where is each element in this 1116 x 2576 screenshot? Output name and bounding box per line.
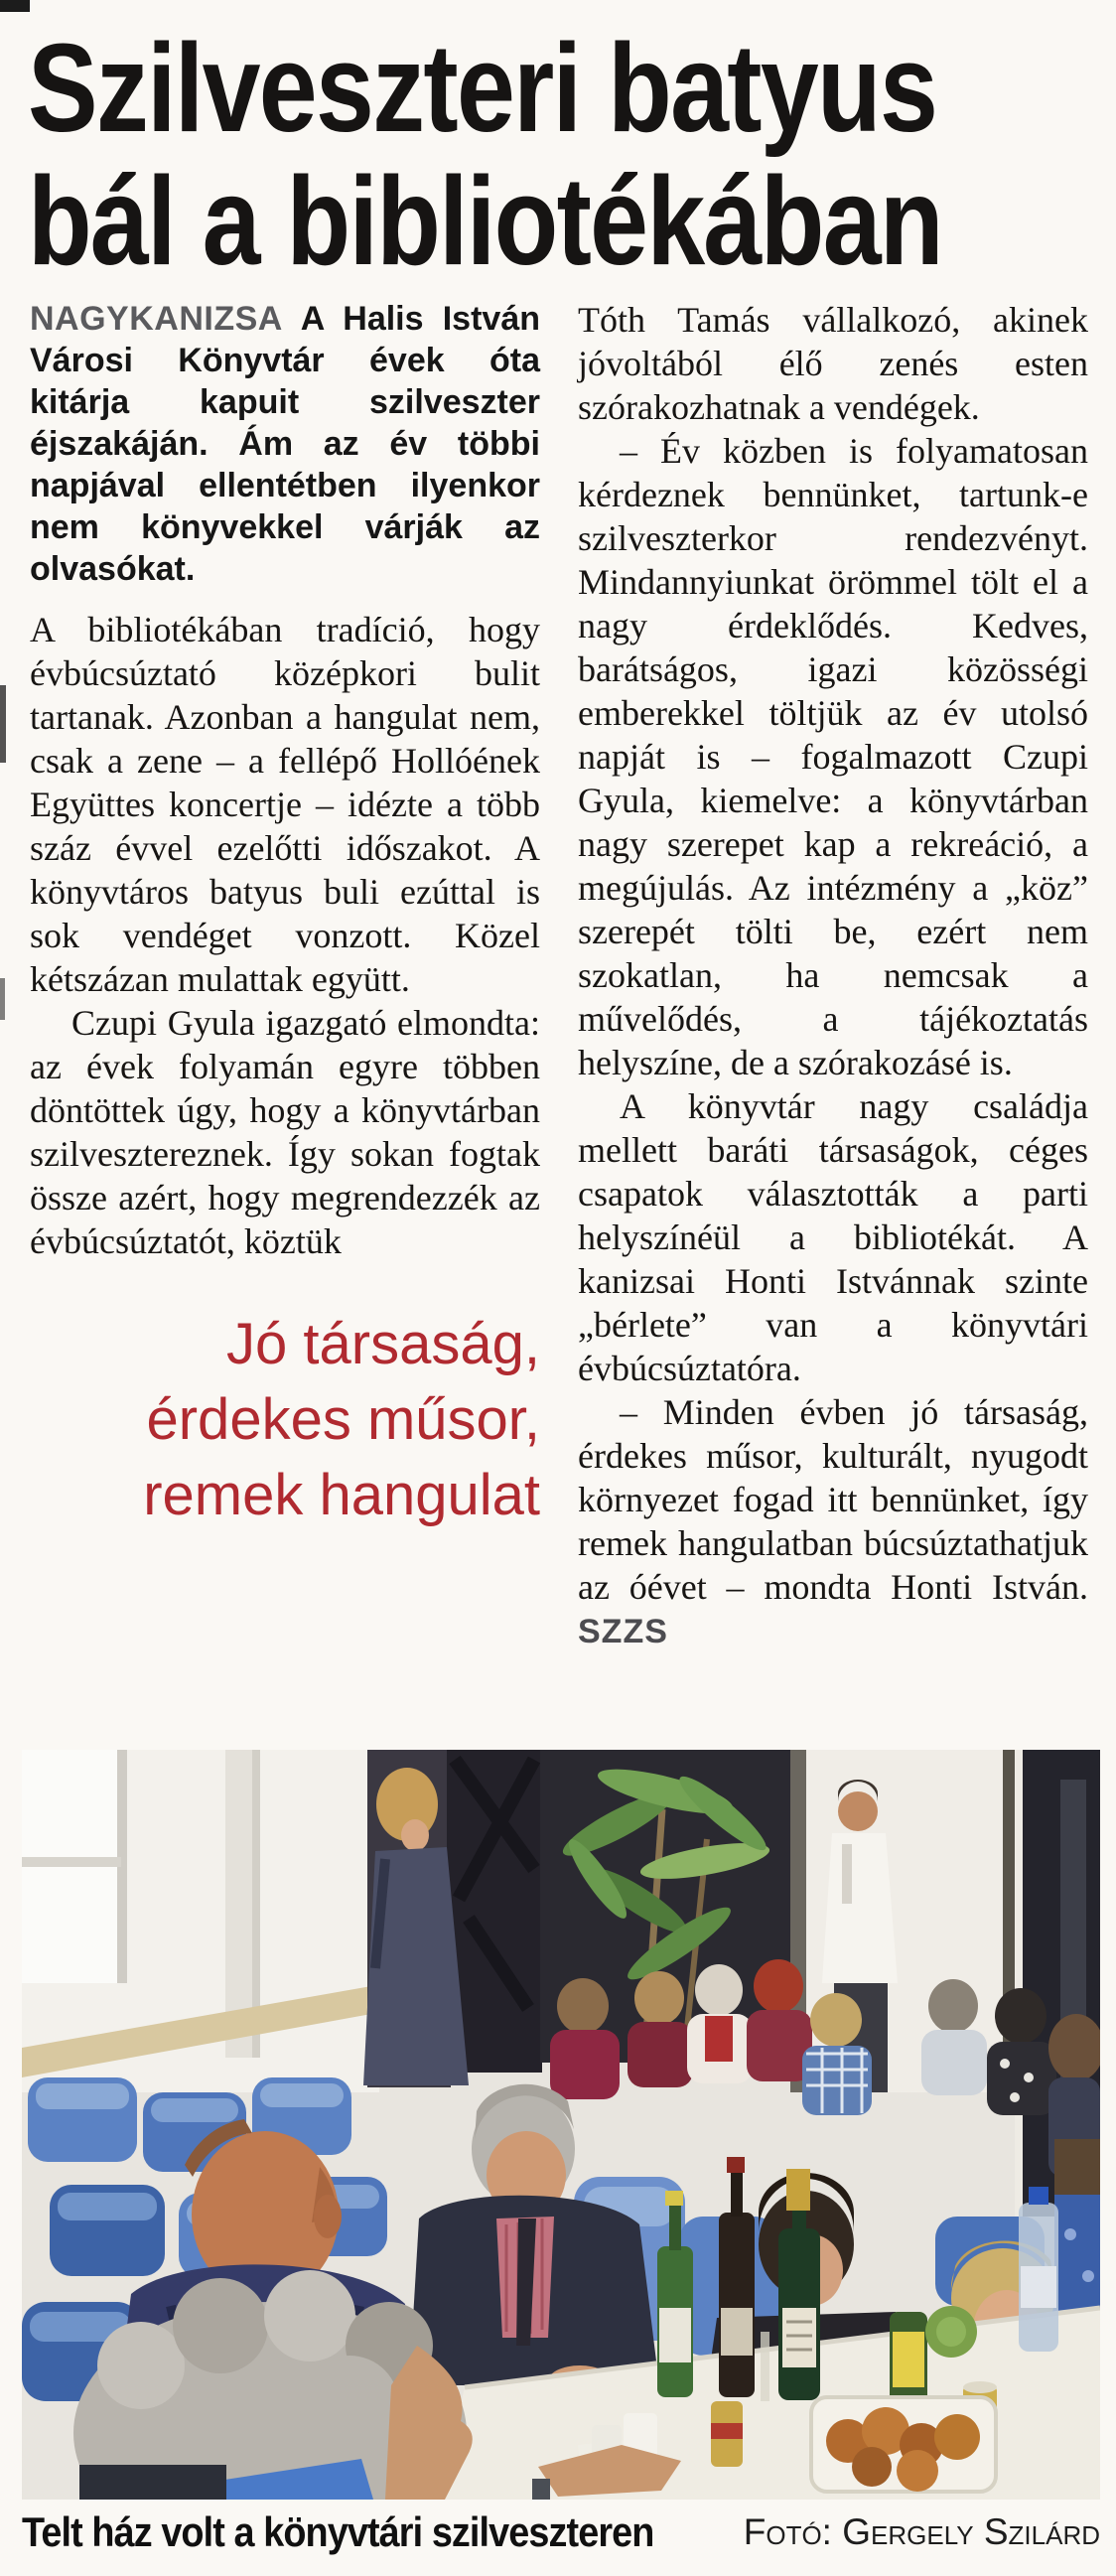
article-photo [22, 1750, 1100, 2500]
body-paragraph [578, 1390, 1088, 1653]
body-paragraph: Czupi Gyula igazgató elmondta: az évek folyamán egyre többen döntöttek úgy, hogy a könyvtárban szilvesztereznek. Így sokan fogtak össze azért, hogy megrendezzék az évbúcsúztatót, köztük [30, 1003, 540, 1261]
body-paragraph: Tóth Tamás vállalkozó, akinek jóvoltából élő zenés esten szórakozhatnak a vendégek. [578, 300, 1088, 427]
lead-text: A Halis István Városi Könyvtár évek óta kitárja kapuit szilveszter éjszakáján. Ám az év többi napjával ellentétben ilyenkor nem könyvekkel várják az olvasókat. [30, 300, 540, 588]
body-paragraph: A könyvtár nagy családja mellett baráti társaságok, céges csapatok választották a parti helyszínéül a bibliotékát. A kanizsai Honti Istvánnak szinte „bérlete” van a könyvtári évbúcsúztatóra. [578, 1086, 1088, 1388]
lead-paragraph [30, 298, 540, 590]
right-column [578, 298, 1088, 1653]
photo-credit: Fotó: Gergely Szilárd [743, 2511, 1100, 2552]
pull-quote [30, 1307, 540, 1533]
left-column [30, 298, 540, 1653]
scan-artifact [0, 978, 5, 1020]
body-paragraph: – Év közben is folyamatosan kérdeznek bennünket, tartunk-e szilveszterkor rendezvényt. Mindannyiunkat örömmel tölt el a nagy érdeklődés. Kedves, barátságos, igazi közösségi emberekkel töltjük az év utolsó napját is – fogalmazott Czupi Gyula, kiemelve: a könyvtárban nagy szerepet kap a rekreáció, a megújulás. Az intézmény a „köz” szerepét tölti be, ezért nem szokatlan, ha nemcsak a művelődés, a tájékoztatás helyszíne, de a szórakozásé is. [578, 431, 1088, 1082]
scan-artifact [0, 685, 6, 763]
photo-illustration [22, 1750, 1100, 2500]
article-body [30, 298, 1088, 1653]
pull-quote-line: érdekes műsor, [146, 1387, 540, 1452]
photo-caption: Telt ház volt a könyvtári szilveszteren [22, 2508, 654, 2555]
closing-quote-text: – Minden évben jó társaság, érdekes műsor, kulturált, nyugodt környezet fogad itt bennünket, így remek hangulatban búcsúztathatjuk az óévet – mondta Honti István. [578, 1392, 1088, 1607]
body-paragraph: A bibliotékában tradíció, hogy évbúcsúztató középkori bulit tartanak. Azonban a hangulat nem, csak a zene – a fellépő Hollóének Együttes koncertje – idézte a több száz évvel ezelőtti időszakot. A könyvtáros batyus buli ezúttal is sok vendéget vonzott. Közel kétszázan mulattak együtt. [30, 610, 540, 999]
headline-line-2: bál a bibliotékában [28, 151, 942, 291]
author-byline: SZZS [578, 1613, 668, 1650]
headline [28, 18, 1100, 291]
location-tag: NAGYKANIZSA [30, 300, 283, 338]
photo-caption-bar [22, 2506, 1100, 2570]
pull-quote-line: remek hangulat [143, 1463, 540, 1527]
pull-quote-line: Jó társaság, [226, 1312, 540, 1376]
headline-line-1: Szilveszteri batyus [28, 18, 937, 158]
scan-artifact [0, 0, 30, 12]
